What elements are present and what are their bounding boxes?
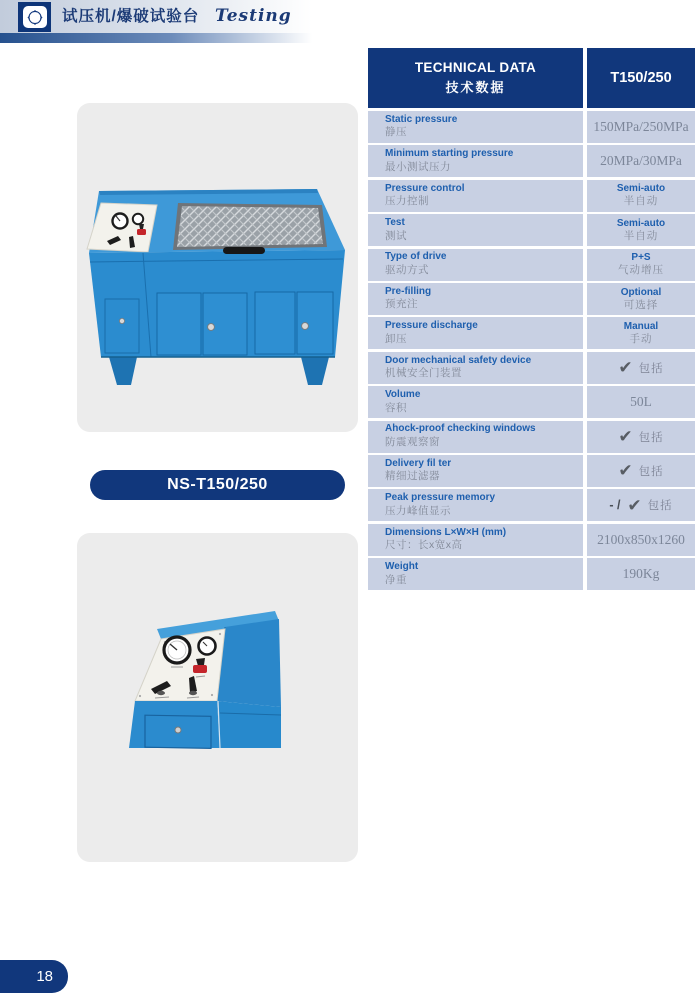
table-row — [368, 421, 695, 453]
spec-label-zh: 静压 — [385, 126, 407, 139]
page-number-tab: 18 — [0, 960, 68, 993]
spec-label-zh: 精细过滤器 — [385, 470, 440, 483]
test-bench-illustration — [77, 103, 358, 432]
technical-data-table — [368, 48, 695, 592]
spec-value-en: Semi-auto — [616, 217, 666, 229]
spec-value-en: Semi-auto — [616, 183, 666, 195]
red-base-icon — [193, 665, 207, 673]
check-icon: ✔ — [618, 461, 633, 481]
product-photo-panel-closeup — [77, 533, 358, 862]
spec-label-zh: 压力峰值显示 — [385, 504, 451, 517]
spec-label-zh: 容积 — [385, 401, 407, 414]
table-header-title: TECHNICAL DATA 技术数据 — [368, 48, 583, 108]
spec-label-zh: 机械安全门装置 — [385, 367, 462, 380]
spec-value: 20MPa/30MPa — [587, 145, 695, 177]
table-row — [368, 214, 695, 246]
spec-label-zh: 最小测试压力 — [385, 160, 451, 173]
spec-label-zh: 卸压 — [385, 332, 407, 345]
spec-label-en: Test — [385, 217, 405, 229]
spec-value-zh: 半自动 — [623, 229, 659, 242]
spec-label-en: Dimensions L×W×H (mm) — [385, 526, 507, 538]
model-badge: NS-T150/250 — [90, 470, 345, 500]
table-row — [368, 317, 695, 349]
spec-value-zh: 手动 — [629, 333, 653, 346]
product-photo-full-view — [77, 103, 358, 432]
spec-value-zh: 半自动 — [623, 195, 659, 208]
table-row — [368, 558, 695, 590]
spec-label-en: Type of drive — [385, 251, 447, 263]
door-knob — [175, 727, 181, 733]
spec-value: 50L — [587, 386, 695, 418]
spec-label-zh: 驱动方式 — [385, 263, 429, 276]
spec-label-zh: 尺寸：长x宽x高 — [385, 539, 463, 552]
table-row — [368, 180, 695, 212]
spec-label-en: Weight — [385, 561, 419, 572]
spec-value: 包括 — [647, 500, 673, 513]
table-row — [368, 524, 695, 556]
control-panel-illustration — [77, 533, 358, 862]
spec-label-zh: 防震观察窗 — [385, 435, 440, 448]
spec-value: 150MPa/250MPa — [587, 111, 695, 143]
spec-value-en: P+S — [631, 252, 651, 264]
spec-label-zh: 测试 — [385, 229, 407, 242]
spec-label-zh: 压力控制 — [385, 195, 429, 208]
brand-logo-inner — [23, 6, 47, 28]
table-row — [368, 489, 695, 521]
red-knob-icon — [137, 229, 146, 235]
check-icon: ✔ — [618, 358, 633, 378]
door-knob — [302, 323, 309, 330]
spec-label-zh: 净重 — [385, 573, 407, 586]
spec-value-en: Manual — [623, 321, 659, 333]
spec-label-en: Pressure control — [385, 182, 465, 194]
spec-value-zh: 可选择 — [623, 298, 659, 311]
spec-label-en: Door mechanical safety device — [385, 354, 532, 366]
spec-label-en: Minimum starting pressure — [385, 148, 514, 160]
spec-value-zh: 气动增压 — [618, 264, 664, 277]
table-row — [368, 455, 695, 487]
dash-slash-prefix: - / — [609, 498, 621, 513]
check-icon: ✔ — [627, 495, 642, 515]
compass-arrows-icon — [25, 8, 45, 27]
header-accent-strip — [0, 33, 312, 43]
spec-label-en: Volume — [385, 389, 421, 401]
table-header-model: T150/250 — [587, 48, 695, 108]
page-title-en: Testing — [215, 6, 292, 26]
table-row — [368, 283, 695, 315]
check-icon: ✔ — [618, 427, 633, 447]
spec-value: 190Kg — [587, 558, 695, 590]
page-title-zh: 试压机/爆破试验台 — [62, 8, 200, 25]
door-knob — [208, 324, 215, 331]
spec-value-en: Optional — [620, 286, 662, 298]
spec-label-en: Pressure discharge — [385, 320, 478, 332]
spec-label-en: Peak pressure memory — [385, 492, 496, 504]
door-knob — [119, 318, 124, 323]
brand-logo — [18, 2, 51, 32]
table-row — [368, 352, 695, 384]
spec-label-en: Pre-filling — [385, 285, 432, 297]
lid-handle — [223, 247, 265, 254]
spec-label-en: Delivery fil ter — [385, 457, 452, 469]
spec-label-en: Ahock-proof checking windows — [385, 423, 536, 435]
spec-label-zh: 预充注 — [385, 298, 418, 311]
table-row — [368, 249, 695, 281]
table-row — [368, 111, 695, 143]
spec-value: 包括 — [638, 362, 664, 375]
spec-value: 包括 — [638, 431, 664, 444]
table-row — [368, 386, 695, 418]
spec-value: 包括 — [638, 465, 664, 478]
spec-label-en: Static pressure — [385, 113, 458, 125]
gauge-icon — [133, 214, 143, 224]
spec-value: 2100x850x1260 — [587, 524, 695, 556]
table-header — [368, 48, 695, 108]
table-row — [368, 145, 695, 177]
